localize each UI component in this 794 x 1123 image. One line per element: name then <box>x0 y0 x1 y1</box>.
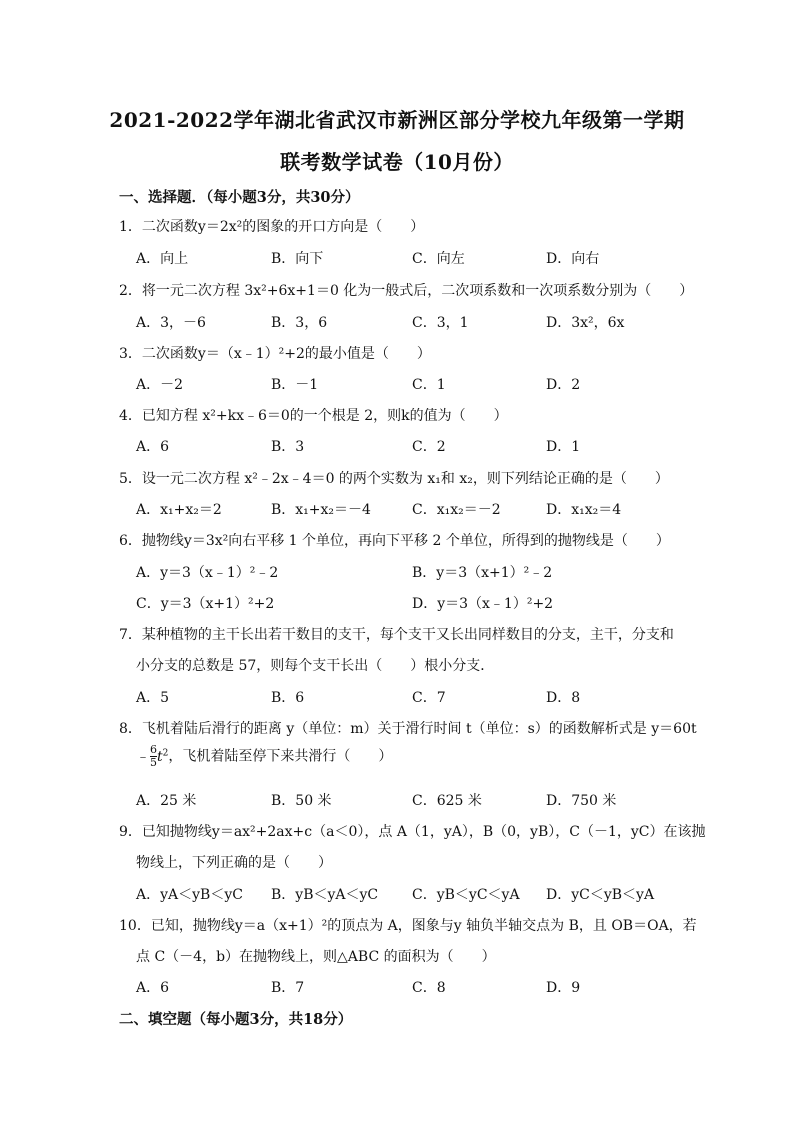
question-8-line2-text: ，飞机着陆至停下来共滑行（ ） <box>168 748 393 765</box>
option-6d: D．y＝3（x﹣1）²+2 <box>412 596 554 612</box>
option-4c: C．2 <box>412 439 446 455</box>
section-heading-fill: 二、填空题（每小题3分，共18分） <box>119 1011 353 1028</box>
question-8: 8．飞机着陆后滑行的距离 y（单位：m）关于滑行时间 t（单位：s）的函数解析式是 y＝60t <box>119 721 697 737</box>
exam-title-line2: 联考数学试卷（10月份） <box>280 150 514 174</box>
option-4a: A．6 <box>136 439 170 455</box>
question-2: 2．将一元二次方程 3x²+6x+1＝0 化为一般式后，二次项系数和一次项系数分别为（ ） <box>119 283 694 299</box>
option-7b: B．6 <box>271 690 305 706</box>
option-5c: C．x₁x₂＝－2 <box>412 502 501 518</box>
question-4: 4．已知方程 x²+kx﹣6＝0的一个根是 2，则k的值为（ ） <box>119 408 508 424</box>
option-9d: D．yC＜yB＜yA <box>546 887 655 903</box>
option-2b: B．3，6 <box>271 315 328 331</box>
option-8b: B．50 米 <box>271 793 332 809</box>
question-7-line2: 小分支的总数是 57，则每个支干长出（ ）根小分支． <box>136 658 495 674</box>
option-3c: C．1 <box>412 377 446 393</box>
question-6: 6．抛物线y＝3x²向右平移 1 个单位，再向下平移 2 个单位，所得到的抛物线是（ ） <box>119 533 670 549</box>
option-9a: A．yA＜yB＜yC <box>136 887 243 903</box>
option-1a: A．向上 <box>136 251 189 267</box>
option-6b: B．y＝3（x+1）²﹣2 <box>412 565 553 581</box>
question-10: 10．已知，抛物线y＝a（x+1）²的顶点为 A，图象与y 轴负半轴交点为 B，且 OB＝OA，若 <box>119 918 697 934</box>
option-1b: B．向下 <box>271 251 324 267</box>
option-9c: C．yB＜yC＜yA <box>412 887 520 903</box>
option-10c: C．8 <box>412 980 446 996</box>
question-8-line2 <box>136 744 392 769</box>
option-8c: C．625 米 <box>412 793 482 809</box>
option-9b: B．yB＜yA＜yC <box>271 887 379 903</box>
option-6a: A．y＝3（x﹣1）²﹣2 <box>136 565 279 581</box>
option-3b: B．－1 <box>271 377 319 393</box>
option-3d: D．2 <box>546 377 581 393</box>
option-4b: B．3 <box>271 439 305 455</box>
option-10b: B．7 <box>271 980 305 996</box>
option-4d: D．1 <box>546 439 581 455</box>
option-2d: D．3x²，6x <box>546 315 625 331</box>
option-10a: A．6 <box>136 980 170 996</box>
option-2c: C．3，1 <box>412 315 469 331</box>
section-heading-choice: 一、选择题．（每小题3分，共30分） <box>119 189 360 206</box>
option-8d: D．750 米 <box>546 793 617 809</box>
option-8a: A．25 米 <box>136 793 197 809</box>
question-9: 9．已知抛物线y＝ax²+2ax+c（a＜0），点 A（1，yA），B（0，yB），C（－1，yC）在该抛 <box>119 824 706 840</box>
option-10d: D．9 <box>546 980 581 996</box>
question-8-fraction-term: ﹣ $\frac{6}{5}$ $t^2$ <box>136 743 169 769</box>
option-1c: C．向左 <box>412 251 465 267</box>
option-1d: D．向右 <box>546 251 600 267</box>
question-7: 7．某种植物的主干长出若干数目的支干，每个支干又长出同样数目的分支，主干，分支和 <box>119 627 674 643</box>
question-5: 5．设一元二次方程 x²﹣2x﹣4＝0 的两个实数为 x₁和 x₂，则下列结论正确的是（ ） <box>119 471 669 487</box>
question-1: 1．二次函数y＝2x²的图象的开口方向是（ ） <box>119 219 425 235</box>
option-6c: C．y＝3（x+1）²+2 <box>136 596 275 612</box>
option-7c: C．7 <box>412 690 446 706</box>
option-5b: B．x₁+x₂＝－4 <box>271 502 371 518</box>
option-3a: A．－2 <box>136 377 184 393</box>
option-5d: D．x₁x₂＝4 <box>546 502 622 518</box>
question-9-line2: 物线上，下列正确的是（ ） <box>136 855 332 871</box>
option-7a: A．5 <box>136 690 170 706</box>
option-5a: A．x₁+x₂＝2 <box>136 502 222 518</box>
question-10-line2: 点 C（－4，b）在抛物线上，则△ABC 的面积为（ ） <box>136 949 496 965</box>
option-7d: D．8 <box>546 690 581 706</box>
question-3: 3．二次函数y＝（x﹣1）²+2的最小值是（ ） <box>119 346 431 362</box>
option-2a: A．3，－6 <box>136 315 206 331</box>
exam-title-line1: 2021-2022学年湖北省武汉市新洲区部分学校九年级第一学期 <box>109 108 685 132</box>
